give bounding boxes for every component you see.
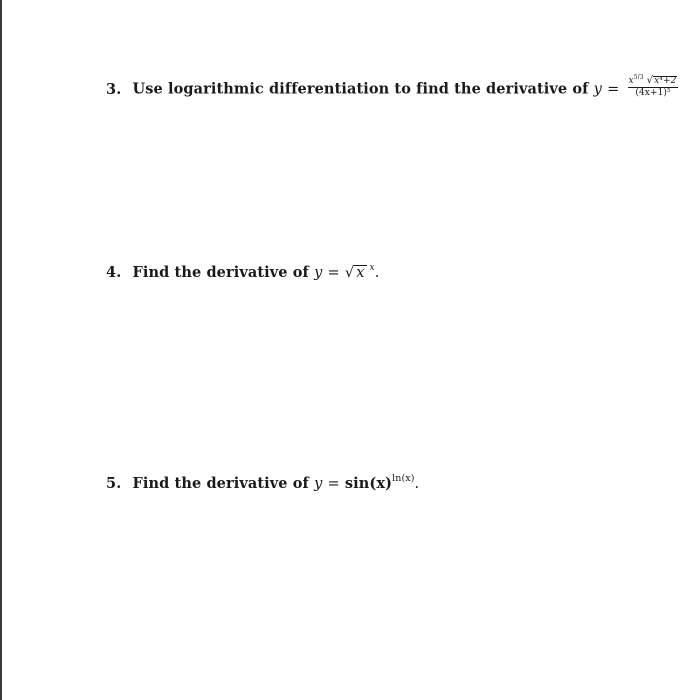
problem-4-period: . [374, 265, 380, 281]
problem-5-number: 5. [106, 475, 122, 492]
problem-3-num-base: x [628, 76, 634, 86]
problem-3-text: Use logarithmic differentiation to find the derivative of [132, 80, 589, 98]
problem-5-function: sin(x) [344, 475, 393, 492]
problem-5-equals: = [327, 476, 340, 492]
problem-5 [106, 473, 419, 492]
problem-4 [106, 263, 379, 281]
problem-3-fraction [628, 75, 679, 98]
problem-4-number: 4. [106, 264, 122, 281]
problem-3-den-exp: 5 [667, 88, 671, 94]
problem-4-lhs: y [314, 265, 323, 281]
problem-3-equals: = [607, 81, 620, 98]
problem-3-num-exp: 5/3 [633, 74, 644, 81]
problem-5-lhs: y [314, 476, 323, 492]
problem-3 [106, 74, 678, 101]
problem-4-text: Find the derivative of [132, 264, 309, 281]
problem-3-numerator [628, 75, 679, 88]
problem-3-lhs: y [593, 81, 602, 98]
problem-3-number: 3. [106, 80, 122, 98]
problem-3-den-base: (4x+1) [635, 88, 668, 98]
problem-4-exponent: x [369, 263, 375, 273]
problem-5-period: . [414, 476, 420, 492]
problem-5-exponent: ln(x) [392, 473, 415, 484]
problem-3-denominator [628, 88, 679, 98]
problem-4-equals: = [327, 265, 340, 281]
page-left-border [0, 0, 2, 700]
problem-3-num-radicand: x⁴+2 [654, 76, 677, 86]
sqrt-icon: √ [646, 75, 654, 86]
sqrt-icon: √ [344, 265, 355, 281]
problem-5-text: Find the derivative of [132, 475, 309, 492]
problem-4-radicand: x [356, 265, 365, 281]
